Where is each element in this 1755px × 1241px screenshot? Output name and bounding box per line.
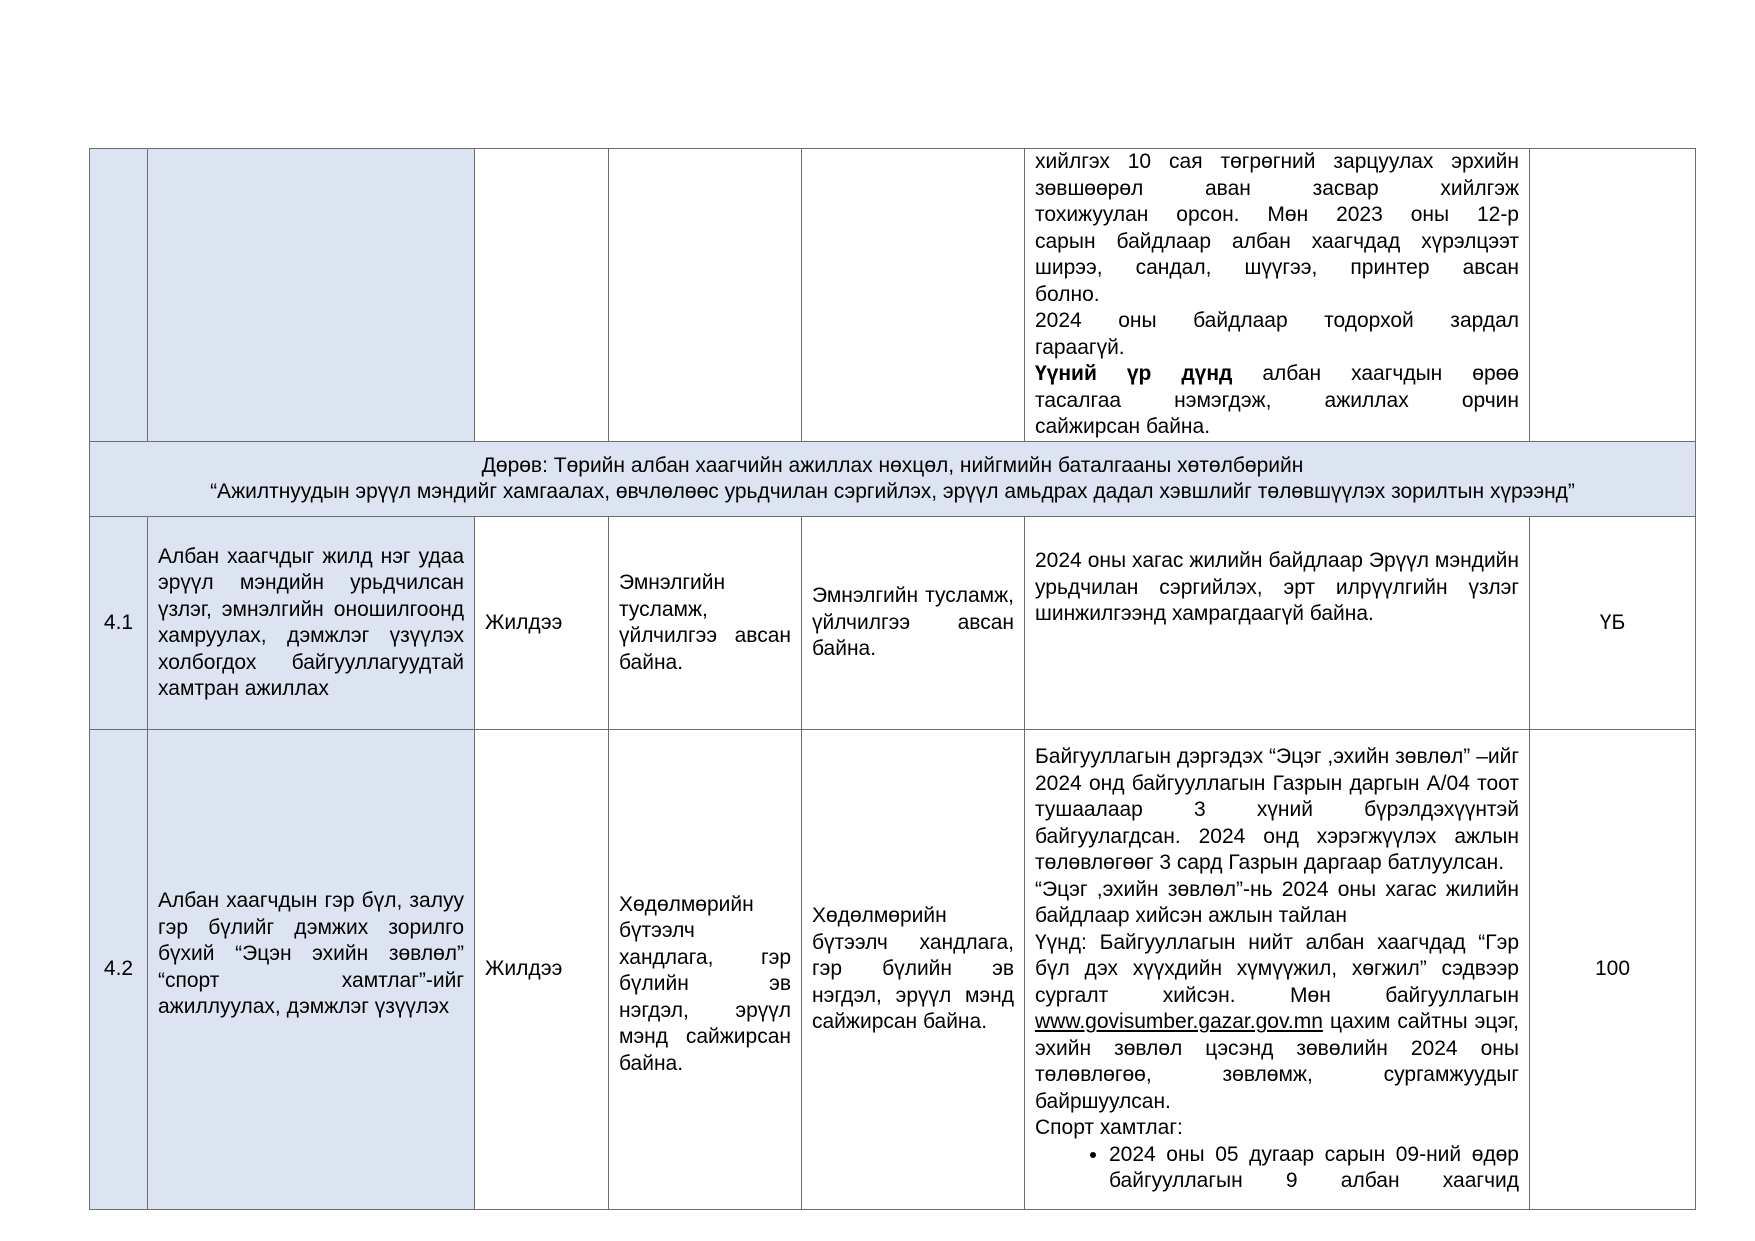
outcome: Хөдөлмөрийн бүтээлч хандлага, гэр бүлийн эв нэгдэл, эрүүл мэнд сайжирсан байна. xyxy=(802,730,1025,1210)
expected-result: Хөдөлмөрийн бүтээлч хандлага, гэр бүлийн эв нэгдэл, эрүүл мэнд сайжирсан байна. xyxy=(609,730,802,1210)
sport-team-title: Спорт хамтлаг: xyxy=(1035,1116,1183,1140)
score-cell xyxy=(1530,149,1696,442)
section-title-line1: Дөрөв: Төрийн албан хаагчийн ажиллах нөхцөл, нийгмийн баталгааны хөтөлбөрийн xyxy=(481,453,1304,477)
score: ҮБ xyxy=(1530,517,1696,730)
row-number: 4.2 xyxy=(90,730,148,1210)
period-cell xyxy=(475,149,609,442)
result-line: гараагүй. xyxy=(1035,335,1125,359)
period: Жилдээ xyxy=(475,517,609,730)
implementation-result: 2024 оны хагас жилийн байдлаар Эрүүл мэндийн урьдчилан сэргийлэх, эрт илрүүлгийн үзлэг шинжилгээнд хамрагдаагүй байна. xyxy=(1025,517,1530,730)
table-row-continuation xyxy=(90,149,1696,442)
result-line: зөвшөөрөл аван засвар хийлгэж xyxy=(1035,176,1519,200)
result-line: хийлгэх 10 сая төгрөгний зарцуулах эрхийн xyxy=(1035,150,1519,174)
result-line: тохижуулан орсон. Мөн 2023 оны 12-р xyxy=(1035,203,1519,227)
section-title-line2: “Ажилтнуудын эрүүл мэндийг хамгаалах, өвчлөлөөс урьдчилан сэргийлэх, эрүүл амьдрах дадал хэвшлийг төлөвшүүлэх зорилтын хүрээнд” xyxy=(210,480,1575,503)
section-header-row xyxy=(90,442,1696,517)
result-line: 2024 оны байдлаар тодорхой зардал xyxy=(1035,309,1519,333)
outcome: Эмнэлгийн тусламж, үйлчилгээ авсан байна. xyxy=(802,517,1025,730)
table-row xyxy=(90,730,1696,1210)
website-link[interactable]: www.govisumber.gazar.gov.mn xyxy=(1035,1010,1323,1034)
result-paragraph: “Эцэг ,эхийн зөвлөл”-нь 2024 оны хагас жилийн байдлаар хийсэн ажлын тайлан xyxy=(1035,877,1519,928)
result-text: Үүнд: Байгууллагын нийт албан хаагчдад “Гэр бүл дэх хүүхдийн хүмүүжил, хөгжил” сэдвээр сургалт хийсэн. Мөн байгууллагын xyxy=(1035,930,1519,1007)
expected-result: Эмнэлгийн тусламж, үйлчилгээ авсан байна. xyxy=(609,517,802,730)
expected-cell xyxy=(609,149,802,442)
sport-team-list xyxy=(1035,1142,1519,1195)
implementation-result xyxy=(1025,730,1530,1210)
task-description: Албан хаагчдын гэр бүл, залуу гэр бүлийг дэмжих зорилго бүхий “Эцэн эхийн зөвлөл” “спорт хамтлаг”-ийг ажиллуулах, дэмжлэг үзүүлэх xyxy=(148,730,475,1210)
outcome-cell xyxy=(802,149,1025,442)
result-bold-rest: албан хаагчдын өрөө xyxy=(1232,362,1519,386)
list-item: • 2024 оны 05 дугаар сарын 09-ний өдөр байгууллагын 9 албан хаагчид xyxy=(1109,1142,1519,1195)
task-description: Албан хаагчдыг жилд нэг удаа эрүүл мэндийн урьдчилсан үзлэг, эмнэлгийн оношилгоонд хамруулах, дэмжлэг үзүүлэх холбогдох байгууллагуудтай хамтран ажиллах xyxy=(148,517,475,730)
result-paragraph: Байгууллагын дэргэдэх “Эцэг ,эхийн зөвлөл” –ийг 2024 онд байгууллагын Газрын даргын А/04 тоот тушаалаар 3 хүний бүрэлдэхүүнтэй байгуулагдсан. 2024 онд хэрэгжүүлэх ажлын төлөвлөгөөг 3 сард Газрын даргаар батлуулсан. xyxy=(1035,745,1519,875)
result-line: сайжирсан байна. xyxy=(1035,415,1211,439)
result-line: болно. xyxy=(1035,282,1100,306)
num-cell xyxy=(90,149,148,442)
result-paragraph xyxy=(1035,930,1519,1116)
result-bold-phrase: Үүний үр дүнд xyxy=(1035,362,1233,386)
result-cell xyxy=(1025,149,1530,442)
result-line xyxy=(1035,361,1519,388)
section-header xyxy=(90,442,1696,517)
task-cell xyxy=(148,149,475,442)
result-line: ширээ, сандал, шүүгээ, принтер авсан xyxy=(1035,256,1519,280)
table-row xyxy=(90,517,1696,730)
result-text: цахим сайтны эцэг, эхийн зөвлөл цэсэнд зөвөлийн 2024 оны төлөвлөгөө, зөвлөмж, сургамжуудыг байршуулсан. xyxy=(1035,1010,1519,1113)
result-line: сарын байдлаар албан хаагчдад хүрэлцээт xyxy=(1035,229,1519,253)
period: Жилдээ xyxy=(475,730,609,1210)
plan-report-table xyxy=(89,148,1696,1210)
score: 100 xyxy=(1530,730,1696,1210)
row-number: 4.1 xyxy=(90,517,148,730)
result-line: тасалгаа нэмэгдэж, ажиллах орчин xyxy=(1035,388,1519,412)
